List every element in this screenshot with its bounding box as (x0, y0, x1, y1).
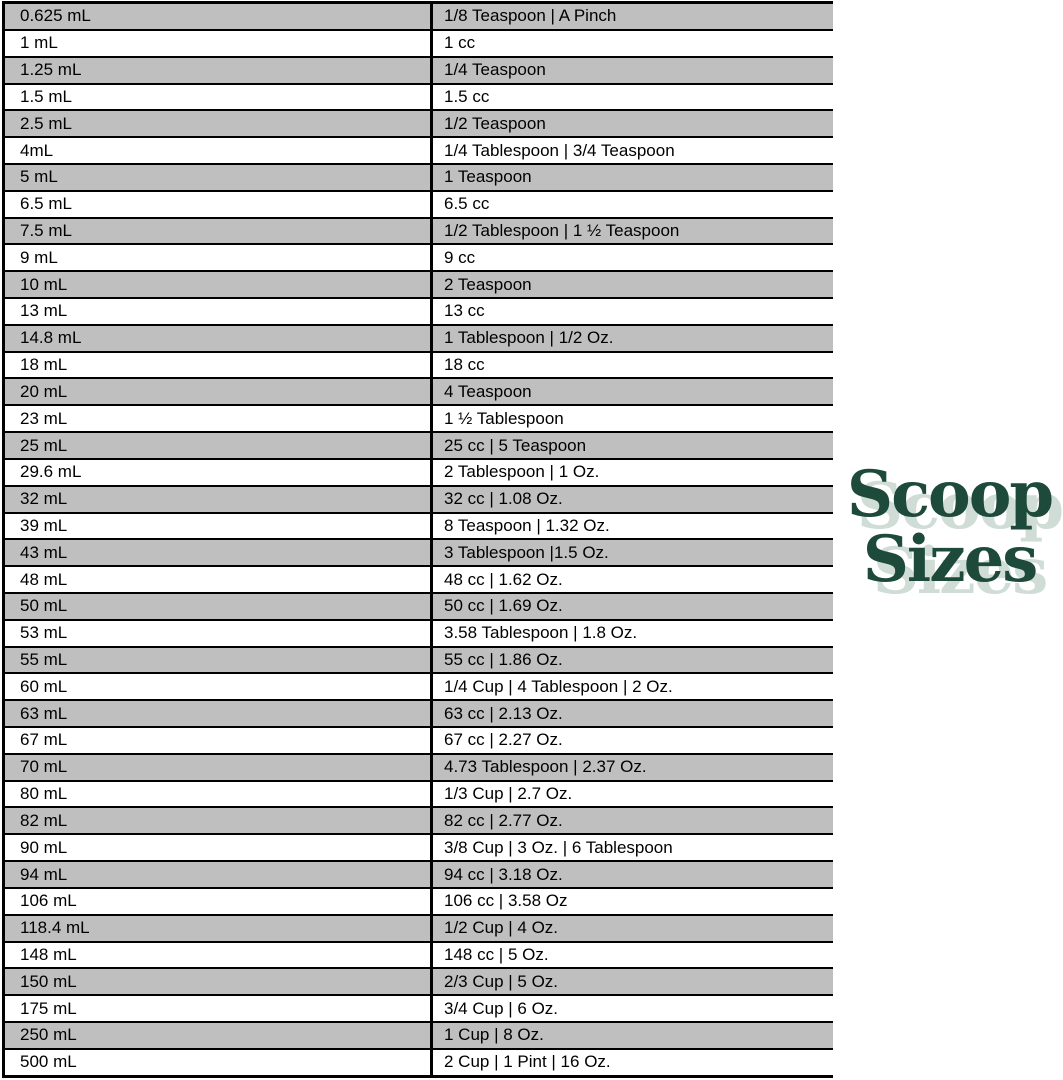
ml-value-cell: 29.6 mL (4, 459, 432, 486)
ml-value-cell: 70 mL (4, 754, 432, 781)
conversion-value-cell: 2/3 Cup | 5 Oz. (432, 968, 834, 995)
ml-value-cell: 39 mL (4, 513, 432, 540)
conversion-value-cell: 18 cc (432, 352, 834, 379)
conversion-value-cell: 48 cc | 1.62 Oz. (432, 566, 834, 593)
conversion-value-cell: 2 Tablespoon | 1 Oz. (432, 459, 834, 486)
table-row (4, 432, 834, 459)
table-row (4, 191, 834, 218)
table-row (4, 781, 834, 808)
table-row (4, 513, 834, 540)
ml-value-cell: 150 mL (4, 968, 432, 995)
conversion-value-cell: 94 cc | 3.18 Oz. (432, 861, 834, 888)
table-row (4, 673, 834, 700)
ml-value-cell: 148 mL (4, 942, 432, 969)
ml-value-cell: 1 mL (4, 30, 432, 57)
conversion-value-cell: 82 cc | 2.77 Oz. (432, 807, 834, 834)
conversion-value-cell: 2 Cup | 1 Pint | 16 Oz. (432, 1049, 834, 1077)
table-row (4, 1049, 834, 1077)
table-row (4, 620, 834, 647)
conversion-table (2, 1, 833, 1078)
conversion-value-cell: 1/3 Cup | 2.7 Oz. (432, 781, 834, 808)
conversion-value-cell: 55 cc | 1.86 Oz. (432, 647, 834, 674)
table-row (4, 137, 834, 164)
table-row (4, 754, 834, 781)
ml-value-cell: 7.5 mL (4, 218, 432, 245)
conversion-value-cell: 13 cc (432, 298, 834, 325)
conversion-value-cell: 1 Tablespoon | 1/2 Oz. (432, 325, 834, 352)
ml-value-cell: 18 mL (4, 352, 432, 379)
logo-line-1: Scoop (846, 457, 1053, 532)
ml-value-cell: 94 mL (4, 861, 432, 888)
ml-value-cell: 5 mL (4, 164, 432, 191)
ml-value-cell: 2.5 mL (4, 110, 432, 137)
ml-value-cell: 67 mL (4, 727, 432, 754)
table-row (4, 593, 834, 620)
conversion-value-cell: 1 Cup | 8 Oz. (432, 1022, 834, 1049)
table-row (4, 164, 834, 191)
table-row (4, 298, 834, 325)
table-row (4, 888, 834, 915)
ml-value-cell: 53 mL (4, 620, 432, 647)
conversion-table-body (4, 3, 834, 1077)
table-row (4, 834, 834, 861)
conversion-value-cell: 1 Teaspoon (432, 164, 834, 191)
conversion-value-cell: 3 Tablespoon |1.5 Oz. (432, 539, 834, 566)
conversion-value-cell: 3/4 Cup | 6 Oz. (432, 995, 834, 1022)
conversion-value-cell: 32 cc | 1.08 Oz. (432, 486, 834, 513)
scoop-sizes-logo (836, 457, 1063, 597)
conversion-value-cell: 25 cc | 5 Teaspoon (432, 432, 834, 459)
ml-value-cell: 9 mL (4, 244, 432, 271)
table-row (4, 218, 834, 245)
ml-value-cell: 80 mL (4, 781, 432, 808)
conversion-value-cell: 2 Teaspoon (432, 271, 834, 298)
ml-value-cell: 0.625 mL (4, 3, 432, 30)
table-row (4, 57, 834, 84)
table-row (4, 271, 834, 298)
conversion-value-cell: 4 Teaspoon (432, 378, 834, 405)
conversion-value-cell: 4.73 Tablespoon | 2.37 Oz. (432, 754, 834, 781)
table-row (4, 459, 834, 486)
ml-value-cell: 250 mL (4, 1022, 432, 1049)
ml-value-cell: 25 mL (4, 432, 432, 459)
conversion-value-cell: 1/4 Teaspoon (432, 57, 834, 84)
table-row (4, 968, 834, 995)
table-row (4, 1022, 834, 1049)
ml-value-cell: 60 mL (4, 673, 432, 700)
conversion-value-cell: 67 cc | 2.27 Oz. (432, 727, 834, 754)
ml-value-cell: 43 mL (4, 539, 432, 566)
conversion-value-cell: 63 cc | 2.13 Oz. (432, 700, 834, 727)
ml-value-cell: 106 mL (4, 888, 432, 915)
table-row (4, 3, 834, 30)
ml-value-cell: 32 mL (4, 486, 432, 513)
table-row (4, 700, 834, 727)
ml-value-cell: 10 mL (4, 271, 432, 298)
conversion-value-cell: 3.58 Tablespoon | 1.8 Oz. (432, 620, 834, 647)
ml-value-cell: 6.5 mL (4, 191, 432, 218)
table-row (4, 325, 834, 352)
table-row (4, 110, 834, 137)
conversion-value-cell: 148 cc | 5 Oz. (432, 942, 834, 969)
ml-value-cell: 175 mL (4, 995, 432, 1022)
ml-value-cell: 48 mL (4, 566, 432, 593)
conversion-value-cell: 106 cc | 3.58 Oz (432, 888, 834, 915)
table-row (4, 915, 834, 942)
table-row (4, 807, 834, 834)
ml-value-cell: 500 mL (4, 1049, 432, 1077)
ml-value-cell: 1.25 mL (4, 57, 432, 84)
table-row (4, 352, 834, 379)
conversion-value-cell: 1/4 Cup | 4 Tablespoon | 2 Oz. (432, 673, 834, 700)
ml-value-cell: 63 mL (4, 700, 432, 727)
ml-value-cell: 20 mL (4, 378, 432, 405)
table-row (4, 486, 834, 513)
table-row (4, 84, 834, 111)
ml-value-cell: 4mL (4, 137, 432, 164)
ml-value-cell: 82 mL (4, 807, 432, 834)
table-row (4, 539, 834, 566)
conversion-value-cell: 1 ½ Tablespoon (432, 405, 834, 432)
ml-value-cell: 14.8 mL (4, 325, 432, 352)
ml-value-cell: 50 mL (4, 593, 432, 620)
conversion-value-cell: 50 cc | 1.69 Oz. (432, 593, 834, 620)
table-row (4, 566, 834, 593)
conversion-value-cell: 1/2 Tablespoon | 1 ½ Teaspoon (432, 218, 834, 245)
conversion-value-cell: 1.5 cc (432, 84, 834, 111)
table-row (4, 378, 834, 405)
ml-value-cell: 13 mL (4, 298, 432, 325)
table-row (4, 942, 834, 969)
conversion-value-cell: 1/8 Teaspoon | A Pinch (432, 3, 834, 30)
table-row (4, 30, 834, 57)
conversion-value-cell: 3/8 Cup | 3 Oz. | 6 Tablespoon (432, 834, 834, 861)
table-row (4, 727, 834, 754)
conversion-value-cell: 6.5 cc (432, 191, 834, 218)
conversion-value-cell: 1/2 Teaspoon (432, 110, 834, 137)
conversion-value-cell: 1 cc (432, 30, 834, 57)
table-row (4, 647, 834, 674)
ml-value-cell: 1.5 mL (4, 84, 432, 111)
ml-value-cell: 23 mL (4, 405, 432, 432)
conversion-value-cell: 1/4 Tablespoon | 3/4 Teaspoon (432, 137, 834, 164)
logo-line-2: Sizes (862, 522, 1037, 597)
table-row (4, 861, 834, 888)
table-row (4, 995, 834, 1022)
table-row (4, 405, 834, 432)
conversion-value-cell: 8 Teaspoon | 1.32 Oz. (432, 513, 834, 540)
conversion-value-cell: 1/2 Cup | 4 Oz. (432, 915, 834, 942)
ml-value-cell: 118.4 mL (4, 915, 432, 942)
ml-value-cell: 55 mL (4, 647, 432, 674)
conversion-value-cell: 9 cc (432, 244, 834, 271)
ml-value-cell: 90 mL (4, 834, 432, 861)
table-row (4, 244, 834, 271)
